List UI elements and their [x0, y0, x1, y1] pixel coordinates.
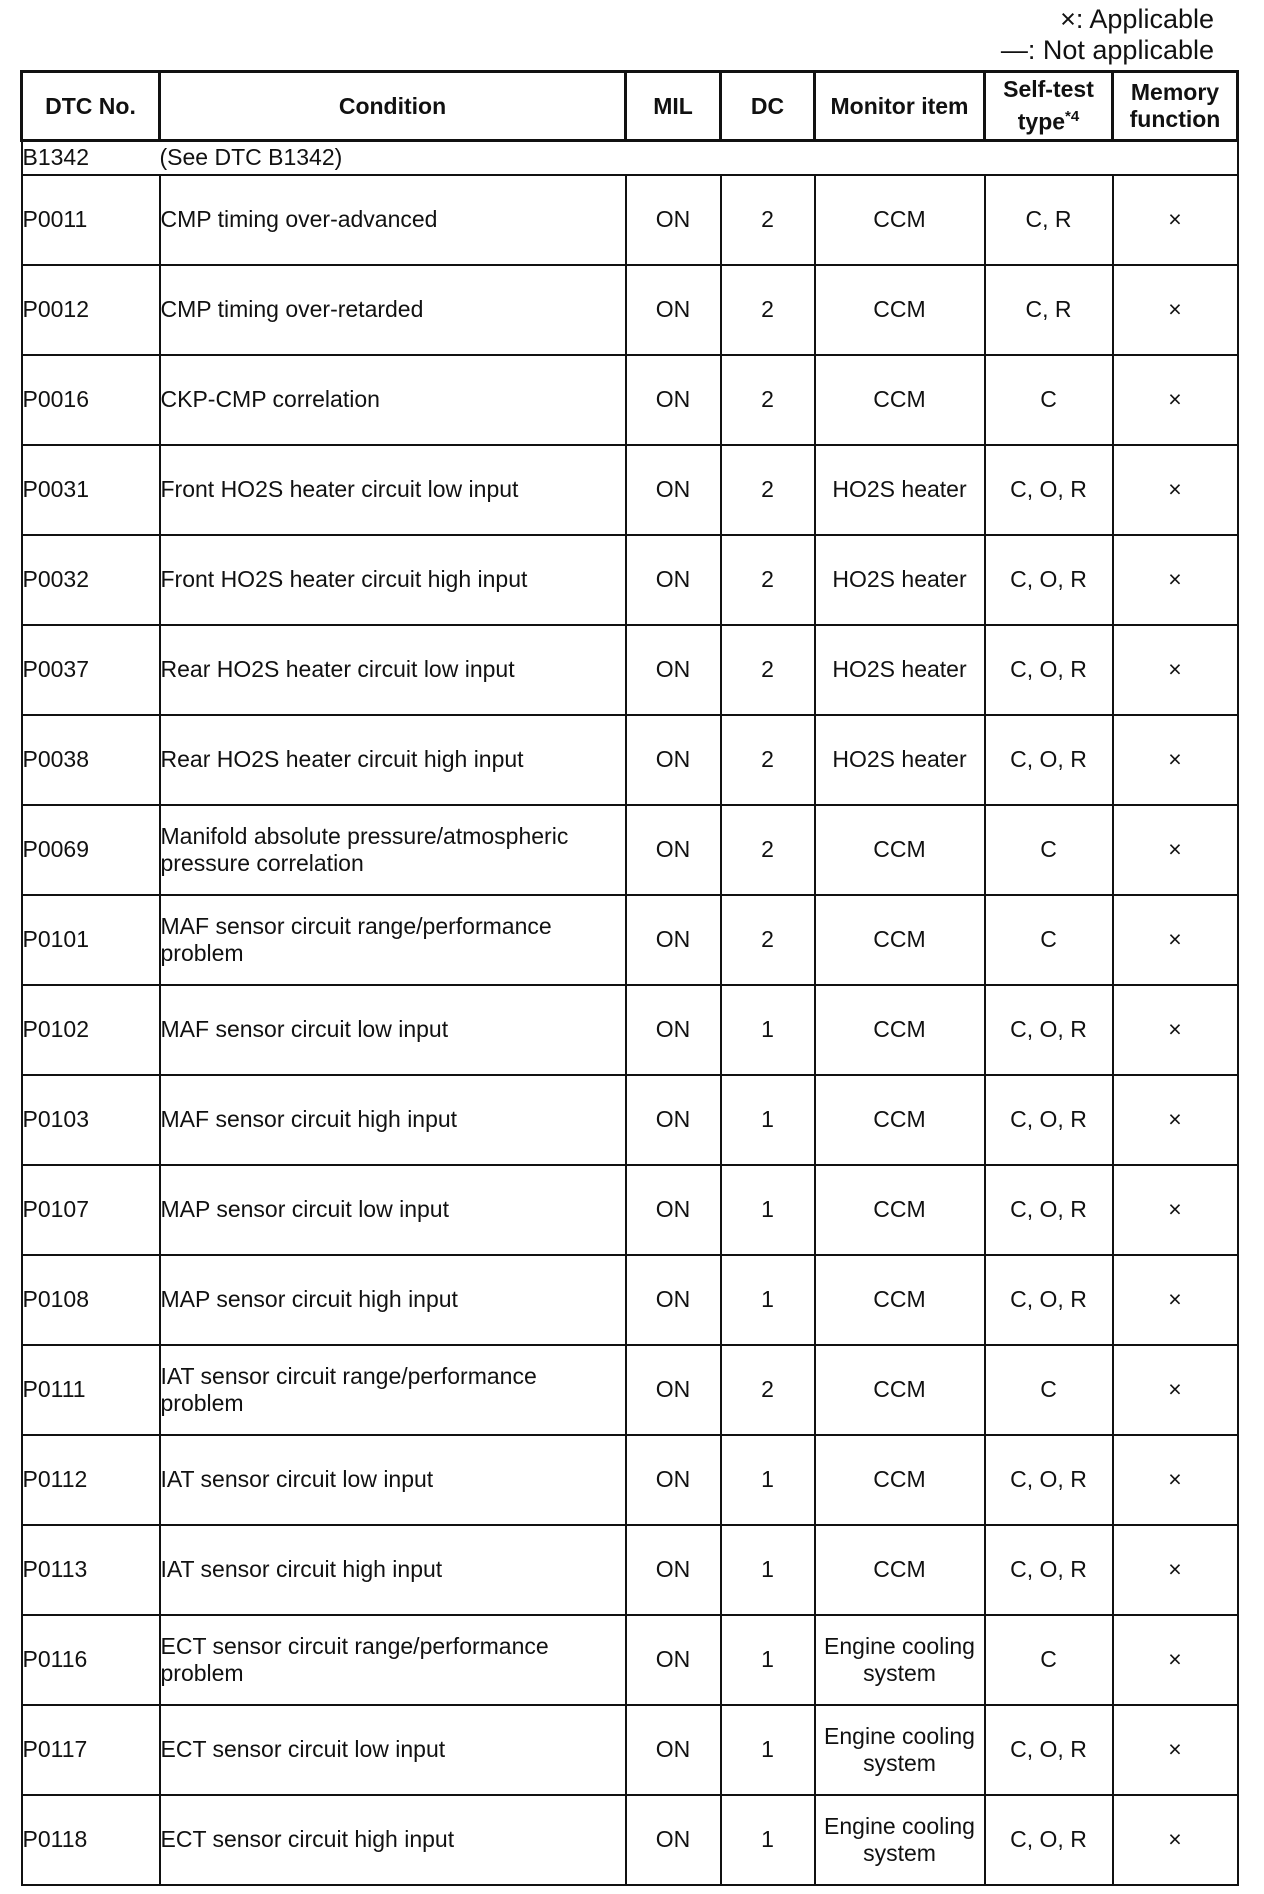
drive-cycle: 1	[721, 1795, 815, 1885]
memory-function: ×	[1113, 1525, 1238, 1615]
table-row	[22, 1165, 1238, 1255]
monitor-item: CCM	[815, 355, 985, 445]
monitor-item: CCM	[815, 1075, 985, 1165]
dtc-code: P0038	[22, 715, 160, 805]
condition: MAF sensor circuit range/performance problem	[160, 895, 626, 985]
selftest-type: C, O, R	[985, 1705, 1113, 1795]
table-row	[22, 625, 1238, 715]
table-row	[22, 715, 1238, 805]
header-dc: DC	[721, 72, 815, 141]
dtc-code: P0037	[22, 625, 160, 715]
dtc-code: P0112	[22, 1435, 160, 1525]
mil-status: ON	[626, 1795, 721, 1885]
memory-function: ×	[1113, 1165, 1238, 1255]
legend-not-applicable: —: Not applicable	[1000, 35, 1214, 65]
selftest-type: C, O, R	[985, 985, 1113, 1075]
monitor-item: CCM	[815, 1525, 985, 1615]
memory-function: ×	[1113, 625, 1238, 715]
condition: MAP sensor circuit high input	[160, 1255, 626, 1345]
mil-status: ON	[626, 1345, 721, 1435]
header-selftest-note: *4	[1065, 108, 1080, 126]
mil-status: ON	[626, 1435, 721, 1525]
table-row	[22, 1435, 1238, 1525]
dtc-code: P0108	[22, 1255, 160, 1345]
selftest-type: C, O, R	[985, 1075, 1113, 1165]
monitor-item: CCM	[815, 895, 985, 985]
dtc-code: P0101	[22, 895, 160, 985]
drive-cycle: 1	[721, 1705, 815, 1795]
table-row	[22, 1795, 1238, 1885]
selftest-type: C, O, R	[985, 1435, 1113, 1525]
monitor-item: Engine cooling system	[815, 1705, 985, 1795]
drive-cycle: 1	[721, 1075, 815, 1165]
mil-status: ON	[626, 985, 721, 1075]
memory-function: ×	[1113, 175, 1238, 265]
dtc-code: P0069	[22, 805, 160, 895]
table-row	[22, 895, 1238, 985]
memory-function: ×	[1113, 1795, 1238, 1885]
memory-function: ×	[1113, 265, 1238, 355]
condition: MAF sensor circuit high input	[160, 1075, 626, 1165]
dtc-code: P0032	[22, 535, 160, 625]
condition: IAT sensor circuit low input	[160, 1435, 626, 1525]
dtc-table	[20, 70, 1239, 1886]
mil-status: ON	[626, 1165, 721, 1255]
mil-status: ON	[626, 355, 721, 445]
dtc-code: P0011	[22, 175, 160, 265]
monitor-item: CCM	[815, 175, 985, 265]
selftest-type: C, O, R	[985, 1255, 1113, 1345]
mil-status: ON	[626, 895, 721, 985]
selftest-type: C, O, R	[985, 445, 1113, 535]
dtc-code: P0117	[22, 1705, 160, 1795]
memory-function: ×	[1113, 715, 1238, 805]
table-row	[22, 1615, 1238, 1705]
monitor-item: Engine cooling system	[815, 1795, 985, 1885]
header-memory-line2: function	[1129, 106, 1221, 132]
memory-function: ×	[1113, 1075, 1238, 1165]
note-empty-cell	[1113, 141, 1238, 175]
memory-function: ×	[1113, 895, 1238, 985]
header-mil: MIL	[626, 72, 721, 141]
monitor-item: CCM	[815, 805, 985, 895]
mil-status: ON	[626, 1075, 721, 1165]
table-row	[22, 1345, 1238, 1435]
drive-cycle: 1	[721, 1165, 815, 1255]
condition: CMP timing over-retarded	[160, 265, 626, 355]
memory-function: ×	[1113, 1435, 1238, 1525]
condition: Rear HO2S heater circuit low input	[160, 625, 626, 715]
condition: MAP sensor circuit low input	[160, 1165, 626, 1255]
memory-function: ×	[1113, 535, 1238, 625]
drive-cycle: 2	[721, 1345, 815, 1435]
header-monitor: Monitor item	[815, 72, 985, 141]
table-row	[22, 265, 1238, 355]
condition: ECT sensor circuit low input	[160, 1705, 626, 1795]
drive-cycle: 2	[721, 355, 815, 445]
table-row	[22, 445, 1238, 535]
mil-status: ON	[626, 1615, 721, 1705]
table-row	[22, 1255, 1238, 1345]
table-row	[22, 805, 1238, 895]
mil-status: ON	[626, 1255, 721, 1345]
monitor-item: CCM	[815, 265, 985, 355]
selftest-type: C	[985, 805, 1113, 895]
monitor-item: CCM	[815, 1165, 985, 1255]
table-row	[22, 1525, 1238, 1615]
header-condition: Condition	[160, 72, 626, 141]
dtc-code: P0103	[22, 1075, 160, 1165]
header-row	[22, 72, 1238, 141]
mil-status: ON	[626, 805, 721, 895]
memory-function: ×	[1113, 985, 1238, 1075]
selftest-type: C	[985, 1615, 1113, 1705]
condition: Front HO2S heater circuit high input	[160, 535, 626, 625]
drive-cycle: 1	[721, 1255, 815, 1345]
note-text: (See DTC B1342)	[160, 141, 1113, 175]
memory-function: ×	[1113, 1345, 1238, 1435]
dtc-code: P0116	[22, 1615, 160, 1705]
selftest-type: C, R	[985, 175, 1113, 265]
table-row	[22, 175, 1238, 265]
drive-cycle: 2	[721, 805, 815, 895]
header-selftest-label: Self-test type	[1003, 76, 1094, 135]
selftest-type: C	[985, 895, 1113, 985]
memory-function: ×	[1113, 1255, 1238, 1345]
condition: Manifold absolute pressure/atmospheric pressure correlation	[160, 805, 626, 895]
condition: MAF sensor circuit low input	[160, 985, 626, 1075]
drive-cycle: 1	[721, 1615, 815, 1705]
mil-status: ON	[626, 175, 721, 265]
monitor-item: CCM	[815, 1255, 985, 1345]
condition: IAT sensor circuit high input	[160, 1525, 626, 1615]
condition: CMP timing over-advanced	[160, 175, 626, 265]
drive-cycle: 2	[721, 715, 815, 805]
dtc-code: P0012	[22, 265, 160, 355]
dtc-code: P0118	[22, 1795, 160, 1885]
selftest-type: C, O, R	[985, 625, 1113, 715]
condition: Rear HO2S heater circuit high input	[160, 715, 626, 805]
memory-function: ×	[1113, 805, 1238, 895]
table-row	[22, 535, 1238, 625]
drive-cycle: 2	[721, 895, 815, 985]
selftest-type: C	[985, 355, 1113, 445]
drive-cycle: 1	[721, 985, 815, 1075]
condition: IAT sensor circuit range/performance problem	[160, 1345, 626, 1435]
mil-status: ON	[626, 265, 721, 355]
drive-cycle: 2	[721, 445, 815, 535]
monitor-item: HO2S heater	[815, 625, 985, 715]
header-selftest	[985, 72, 1113, 141]
selftest-type: C, O, R	[985, 1525, 1113, 1615]
dtc-code: P0031	[22, 445, 160, 535]
table-row	[22, 1075, 1238, 1165]
mil-status: ON	[626, 535, 721, 625]
monitor-item: HO2S heater	[815, 715, 985, 805]
drive-cycle: 2	[721, 625, 815, 715]
monitor-item: HO2S heater	[815, 535, 985, 625]
mil-status: ON	[626, 715, 721, 805]
table-row	[22, 985, 1238, 1075]
header-memory	[1113, 72, 1238, 141]
monitor-item: CCM	[815, 1345, 985, 1435]
dtc-code: P0113	[22, 1525, 160, 1615]
condition: ECT sensor circuit range/performance problem	[160, 1615, 626, 1705]
drive-cycle: 2	[721, 535, 815, 625]
dtc-code: P0102	[22, 985, 160, 1075]
drive-cycle: 1	[721, 1435, 815, 1525]
mil-status: ON	[626, 1705, 721, 1795]
table-row	[22, 1705, 1238, 1795]
dtc-code: P0107	[22, 1165, 160, 1255]
selftest-type: C, O, R	[985, 715, 1113, 805]
header-dtc: DTC No.	[22, 72, 160, 141]
drive-cycle: 2	[721, 265, 815, 355]
condition: ECT sensor circuit high input	[160, 1795, 626, 1885]
legend	[1001, 4, 1214, 66]
selftest-type: C, O, R	[985, 1795, 1113, 1885]
selftest-type: C	[985, 1345, 1113, 1435]
mil-status: ON	[626, 625, 721, 715]
condition: Front HO2S heater circuit low input	[160, 445, 626, 535]
selftest-type: C, O, R	[985, 535, 1113, 625]
dtc-code: P0111	[22, 1345, 160, 1435]
monitor-item: CCM	[815, 1435, 985, 1525]
drive-cycle: 1	[721, 1525, 815, 1615]
memory-function: ×	[1113, 1705, 1238, 1795]
monitor-item: HO2S heater	[815, 445, 985, 535]
monitor-item: Engine cooling system	[815, 1615, 985, 1705]
note-code: B1342	[22, 141, 160, 175]
memory-function: ×	[1113, 1615, 1238, 1705]
dtc-code: P0016	[22, 355, 160, 445]
memory-function: ×	[1113, 445, 1238, 535]
table-row	[22, 355, 1238, 445]
mil-status: ON	[626, 445, 721, 535]
drive-cycle: 2	[721, 175, 815, 265]
legend-applicable: ×: Applicable	[1060, 4, 1214, 34]
selftest-type: C, R	[985, 265, 1113, 355]
mil-status: ON	[626, 1525, 721, 1615]
note-row	[22, 141, 1238, 175]
memory-function: ×	[1113, 355, 1238, 445]
header-memory-line1: Memory	[1130, 79, 1220, 105]
condition: CKP-CMP correlation	[160, 355, 626, 445]
selftest-type: C, O, R	[985, 1165, 1113, 1255]
monitor-item: CCM	[815, 985, 985, 1075]
